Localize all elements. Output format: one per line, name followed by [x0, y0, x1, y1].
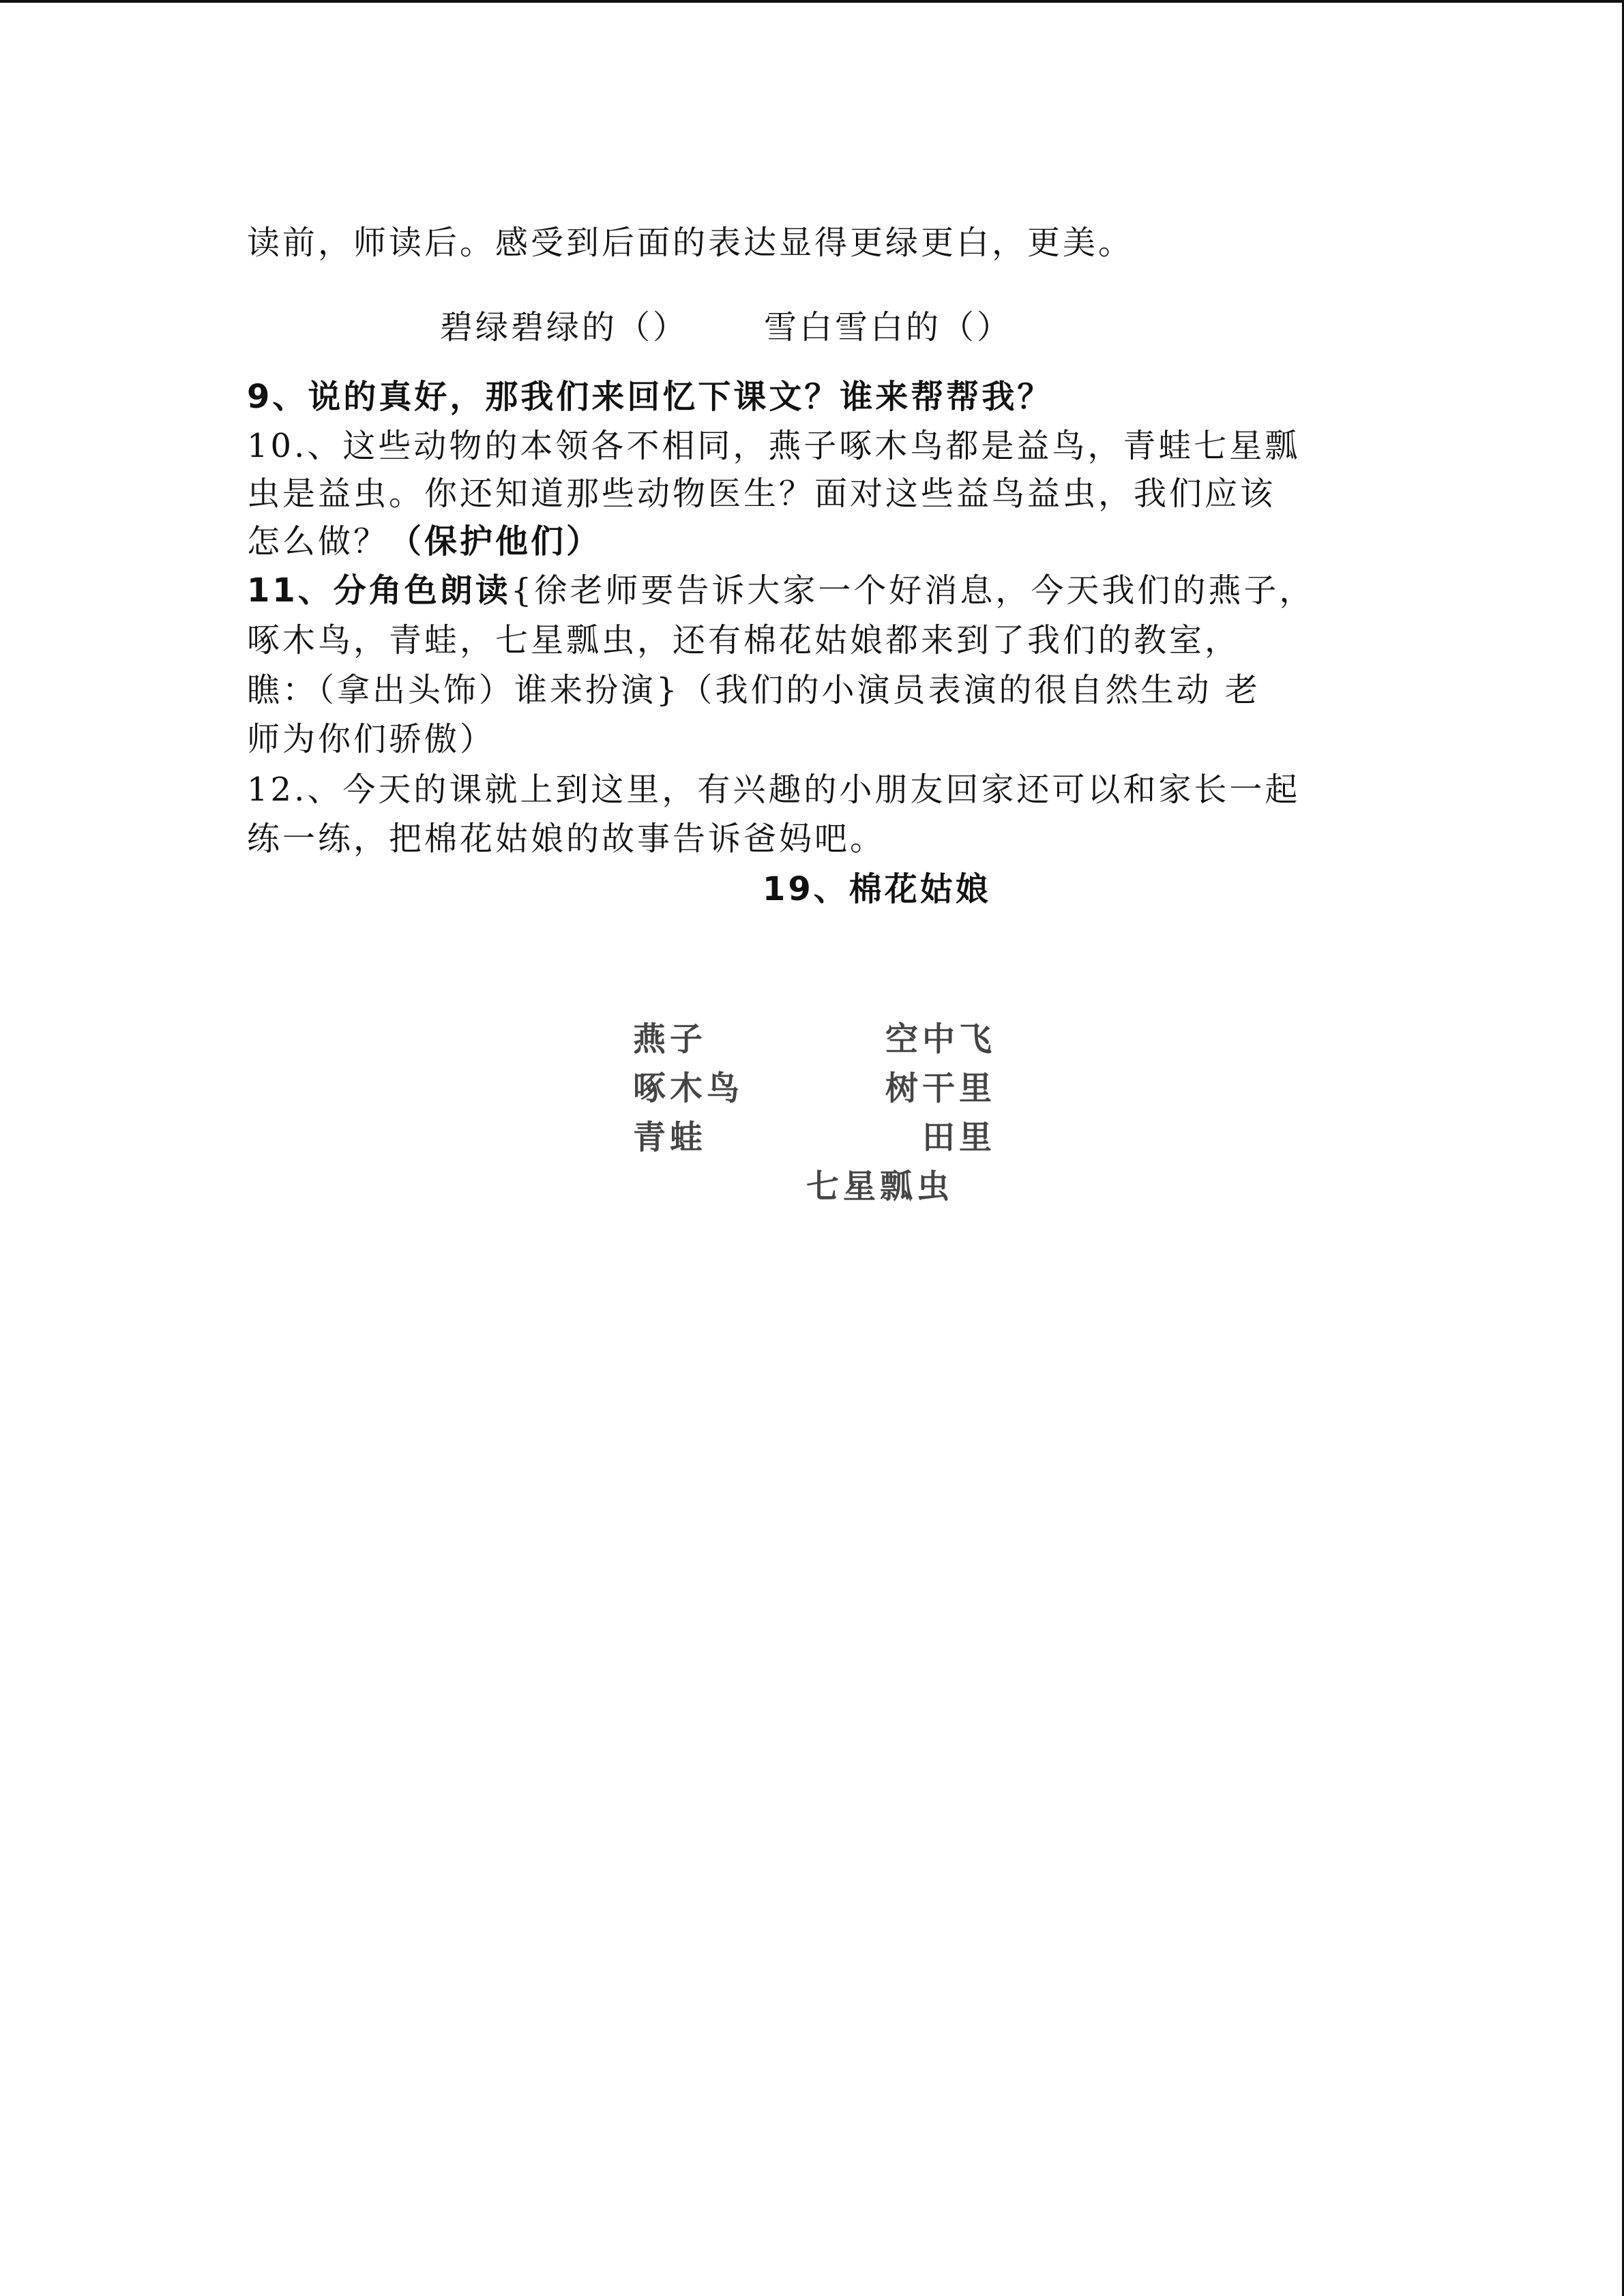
step-10-question: 怎么做？ — [247, 522, 389, 561]
board-place-field: 田里 — [921, 1118, 996, 1157]
fill-blank-white: 雪白雪白的（） — [764, 308, 1013, 346]
board-place-sky: 空中飞 — [885, 1020, 996, 1058]
step-11-text: {徐老师要告诉大家一个好消息，今天我们的燕子， — [510, 571, 1315, 610]
board-ladybug: 七星瓢虫 — [806, 1167, 954, 1206]
intro-line: 读前，师读后。感受到后面的表达显得更绿更白，更美。 — [247, 224, 1134, 262]
step-9-heading: 9、说的真好，那我们来回忆下课文？谁来帮帮我？ — [247, 378, 1053, 416]
step-11-line-1 — [247, 570, 1314, 611]
step-11-heading: 11、分角色朗读 — [247, 571, 511, 610]
board-animal-swallow: 燕子 — [633, 1020, 707, 1058]
step-11-line-4: 师为你们骄傲） — [247, 720, 496, 758]
step-10-line-1: 10.、这些动物的本领各不相同，燕子啄木鸟都是益鸟，青蛙七星瓢 — [247, 427, 1301, 465]
board-animal-frog: 青蛙 — [633, 1118, 707, 1157]
board-title: 19、棉花姑娘 — [763, 870, 991, 908]
step-10-answer: （保护他们） — [389, 522, 602, 561]
step-11-line-3: 瞧：（拿出头饰）谁来扮演}（我们的小演员表演的很自然生动 老 — [247, 671, 1260, 709]
step-11-line-2: 啄木鸟，青蛙，七星瓢虫，还有棉花姑娘都来到了我们的教室， — [247, 621, 1241, 659]
board-place-tree-trunk: 树干里 — [885, 1069, 996, 1107]
step-10-line-3 — [247, 521, 602, 562]
fill-blank-green: 碧绿碧绿的（） — [440, 308, 689, 346]
step-12-line-2: 练一练，把棉花姑娘的故事告诉爸妈吧。 — [247, 820, 886, 858]
board-animal-woodpecker: 啄木鸟 — [633, 1069, 744, 1107]
step-12-line-1: 12.、今天的课就上到这里，有兴趣的小朋友回家还可以和家长一起 — [247, 771, 1301, 809]
step-10-line-2: 虫是益虫。你还知道那些动物医生？面对这些益鸟益虫，我们应该 — [247, 475, 1276, 513]
